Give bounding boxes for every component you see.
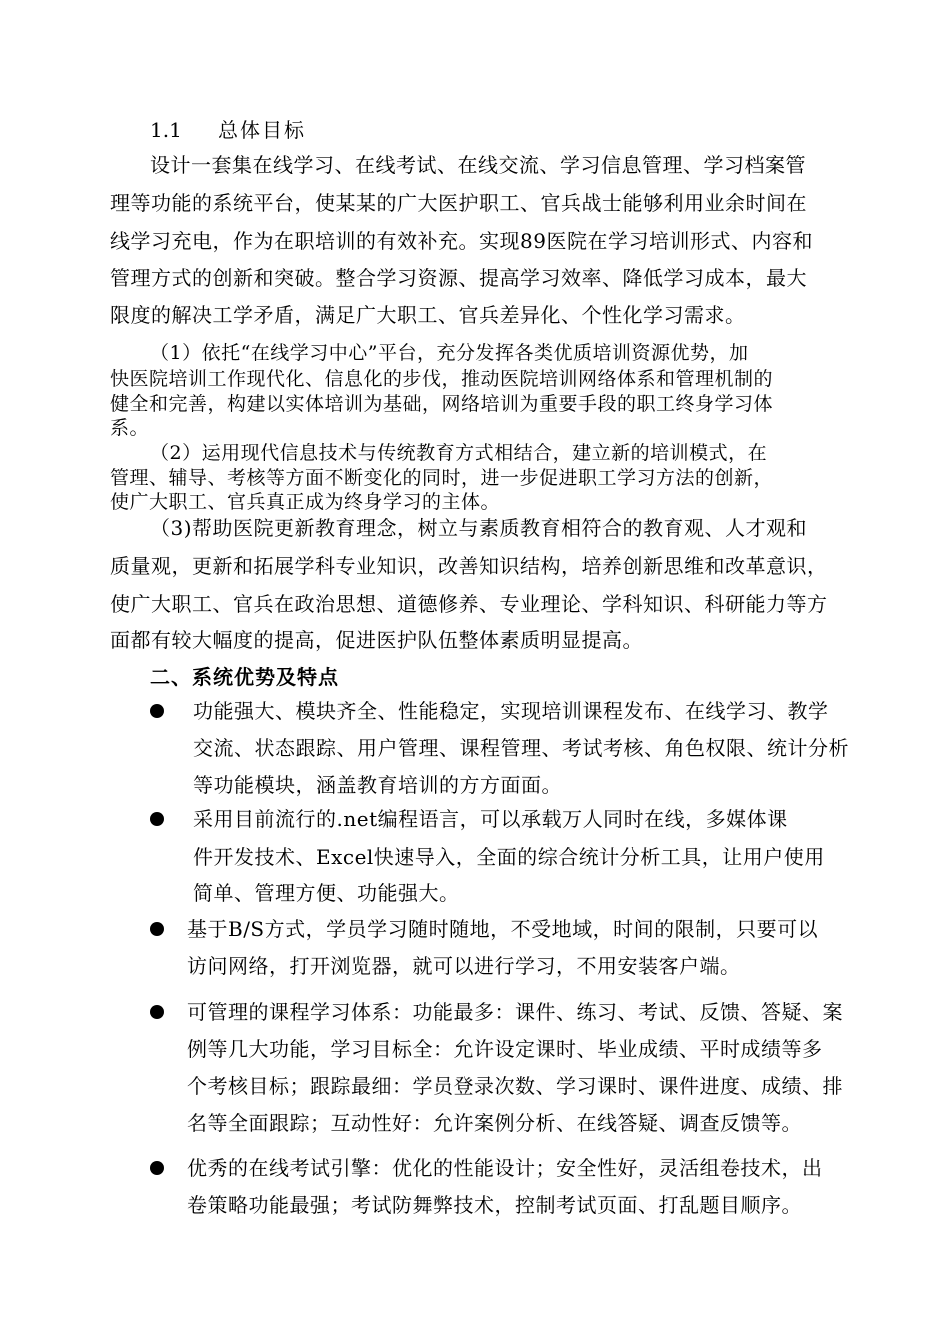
bullet-icon: [150, 812, 164, 826]
feature-line: 优秀的在线考试引擎：优化的性能设计；安全性好，灵活组卷技术，出: [187, 1156, 823, 1180]
feature-line: 可管理的课程学习体系：功能最多：课件、练习、考试、反馈、答疑、案: [187, 1000, 843, 1024]
feature-line: 访问网络，打开浏览器，就可以进行学习，不用安装客户端。: [187, 954, 741, 978]
section-title: 总体目标: [218, 118, 306, 142]
bullet-icon: [150, 704, 164, 718]
goal-line: 质量观，更新和拓展学科专业知识，改善知识结构，培养创新思维和改革意识，: [110, 554, 828, 578]
feature-line: 卷策略功能最强；考试防舞弊技术，控制考试页面、打乱题目顺序。: [187, 1193, 802, 1217]
goal-line: 快医院培训工作现代化、信息化的步伐，推动医院培训网络体系和管理机制的: [110, 368, 774, 390]
feature-line: 等功能模块，涵盖教育培训的方方面面。: [193, 773, 562, 797]
goal-line: （2）运用现代信息技术与传统教育方式相结合，建立新的培训模式，在: [150, 442, 768, 464]
feature-line: 件开发技术、Excel快速导入，全面的综合统计分析工具，让用户使用: [193, 845, 825, 869]
goal-line: 使广大职工、官兵在政治思想、道德修养、专业理论、学科知识、科研能力等方: [110, 592, 828, 616]
bullet-icon: [150, 1005, 164, 1019]
goal-line: （1）依托“在线学习中心”平台，充分发挥各类优质培训资源优势，加: [150, 342, 749, 364]
feature-line: 例等几大功能，学习目标全：允许设定课时、毕业成绩、平时成绩等多: [187, 1037, 823, 1061]
bullet-icon: [150, 1161, 164, 1175]
bullet-icon: [150, 922, 164, 936]
section-heading: 二、系统优势及特点: [150, 665, 339, 689]
paragraph-line: 设计一套集在线学习、在线考试、在线交流、学习信息管理、学习档案管: [150, 153, 806, 177]
goal-line: 系。: [110, 417, 150, 439]
feature-line: 功能强大、模块齐全、性能稳定，实现培训课程发布、在线学习、教学: [193, 699, 829, 723]
paragraph-line: 理等功能的系统平台，使某某的广大医护职工、官兵战士能够利用业余时间在: [110, 191, 807, 215]
feature-line: 交流、状态跟踪、用户管理、课程管理、考试考核、角色权限、统计分析: [193, 736, 849, 760]
feature-line: 基于B/S方式，学员学习随时随地，不受地域，时间的限制，只要可以: [187, 917, 819, 941]
goal-line: 管理、辅导、考核等方面不断变化的同时，进一步促进职工学习方法的创新，: [110, 467, 774, 489]
section-number: 1.1: [150, 118, 182, 142]
feature-line: 个考核目标；跟踪最细：学员登录次数、学习课时、课件进度、成绩、排: [187, 1074, 843, 1098]
feature-line: 简单、管理方便、功能强大。: [193, 881, 460, 905]
paragraph-line: 限度的解决工学矛盾，满足广大职工、官兵差异化、个性化学习需求。: [110, 303, 746, 327]
goal-line: 使广大职工、官兵真正成为终身学习的主体。: [110, 491, 501, 513]
goal-line: （3)帮助医院更新教育理念，树立与素质教育相符合的教育观、人才观和: [150, 516, 808, 540]
goal-line: 健全和完善，构建以实体培训为基础，网络培训为重要手段的职工终身学习体: [110, 393, 774, 415]
goal-line: 面都有较大幅度的提高，促进医护队伍整体素质明显提高。: [110, 628, 643, 652]
paragraph-line: 线学习充电，作为在职培训的有效补充。实现89医院在学习培训形式、内容和: [110, 229, 813, 253]
paragraph-line: 管理方式的创新和突破。整合学习资源、提高学习效率、降低学习成本，最大: [110, 266, 807, 290]
feature-line: 采用目前流行的.net编程语言，可以承载万人同时在线，多媒体课: [193, 807, 788, 831]
feature-line: 名等全面跟踪；互动性好：允许案例分析、在线答疑、调查反馈等。: [187, 1111, 802, 1135]
